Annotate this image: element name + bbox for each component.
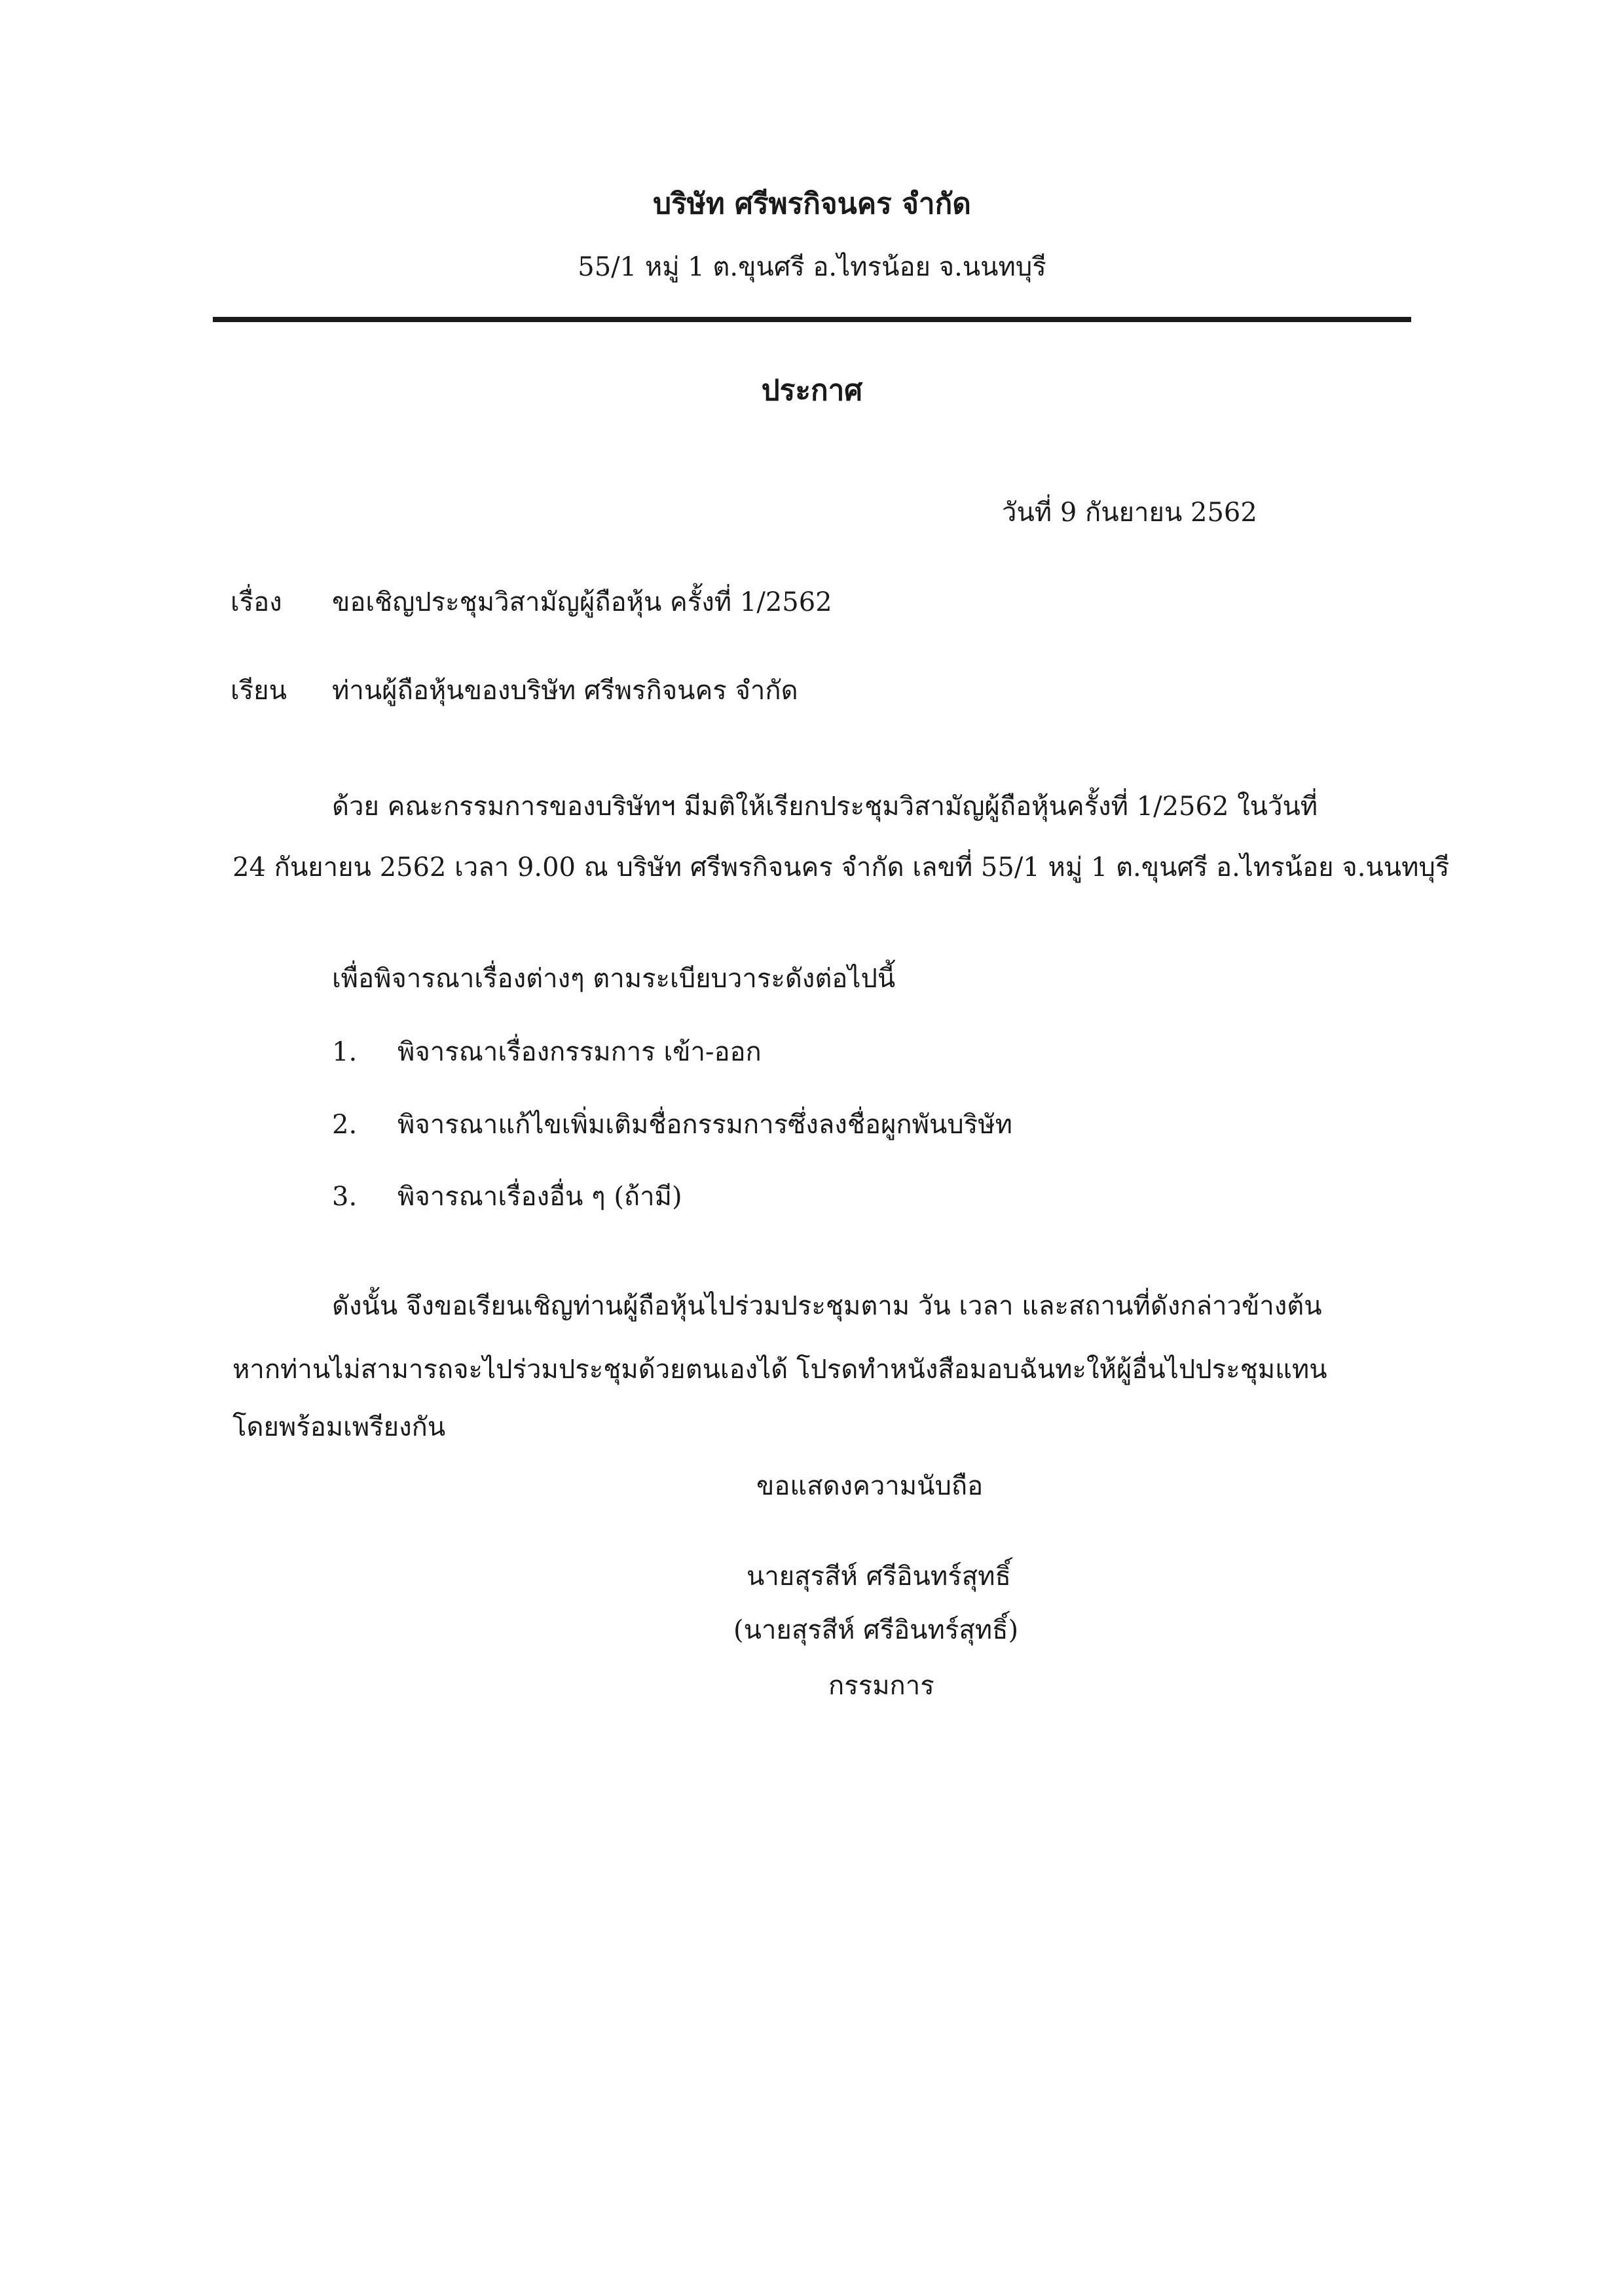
agenda-item-1-number: 1. — [332, 1037, 358, 1067]
company-name: บริษัท ศรีพรกิจนคร จำกัด — [653, 187, 971, 221]
signature-name: นายสุรสีห์ ศรีอินทร์สุทธิ์ — [747, 1561, 1011, 1592]
paragraph2-line3: โดยพร้อมเพรียงกัน — [232, 1412, 446, 1442]
header-divider — [213, 317, 1411, 322]
company-address: 55/1 หมู่ 1 ต.ขุนศรี อ.ไทรน้อย จ.นนทบุรี — [578, 252, 1046, 282]
closing-salutation: ขอแสดงความนับถือ — [756, 1471, 984, 1501]
paragraph1-line1: ด้วย คณะกรรมการของบริษัทฯ มีมติให้เรียกประชุมวิสามัญผู้ถือหุ้นครั้งที่ 1/2562 ในวันที่ — [332, 792, 1318, 822]
document-title: ประกาศ — [761, 374, 863, 407]
document-date: วันที่ 9 กันยายน 2562 — [1002, 498, 1257, 528]
agenda-intro: เพื่อพิจารณาเรื่องต่างๆ ตามระเบียบวาระดังต่อไปนี้ — [332, 964, 896, 994]
signature-name-printed: (นายสุรสีห์ ศรีอินทร์สุทธิ์) — [733, 1615, 1019, 1645]
agenda-item-1-text: พิจารณาเรื่องกรรมการ เข้า-ออก — [397, 1037, 762, 1067]
recipient-value: ท่านผู้ถือหุ้นของบริษัท ศรีพรกิจนคร จำกัด — [332, 676, 798, 706]
agenda-item-3-number: 3. — [332, 1182, 358, 1212]
paragraph1-line2: 24 กันยายน 2562 เวลา 9.00 ณ บริษัท ศรีพรกิจนคร จำกัด เลขที่ 55/1 หมู่ 1 ต.ขุนศรี อ.ไทรน้อย จ.นนทบุรี — [232, 852, 1450, 883]
paragraph2-line1: ดังนั้น จึงขอเรียนเชิญท่านผู้ถือหุ้นไปร่วมประชุมตาม วัน เวลา และสถานที่ดังกล่าวข้างต้น — [332, 1291, 1322, 1321]
subject-value: ขอเชิญประชุมวิสามัญผู้ถือหุ้น ครั้งที่ 1/2562 — [332, 587, 832, 617]
paragraph2-line2: หากท่านไม่สามารถจะไปร่วมประชุมด้วยตนเองได้ โปรดทำหนังสือมอบฉันทะให้ผู้อื่นไปประชุมแทน — [232, 1355, 1327, 1385]
recipient-label: เรียน — [231, 676, 287, 706]
signature-position: กรรมการ — [828, 1671, 934, 1701]
agenda-item-3-text: พิจารณาเรื่องอื่น ๆ (ถ้ามี) — [397, 1182, 682, 1212]
agenda-item-2-number: 2. — [332, 1110, 358, 1140]
agenda-item-2-text: พิจารณาแก้ไขเพิ่มเติมชื่อกรรมการซึ่งลงชื่อผูกพันบริษัท — [397, 1110, 1012, 1140]
subject-label: เรื่อง — [231, 587, 282, 617]
